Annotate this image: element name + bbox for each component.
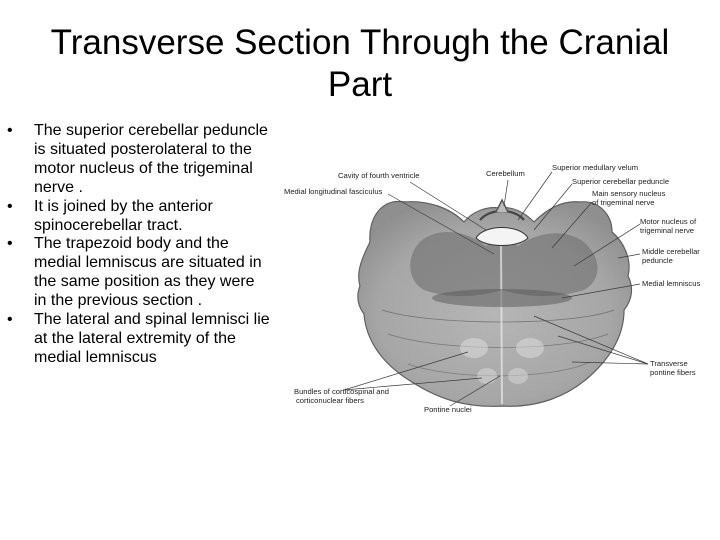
bullet-item bbox=[4, 198, 270, 236]
bullet-dot: • bbox=[7, 197, 13, 215]
label-medial-lemniscus: Medial lemniscus bbox=[642, 279, 701, 288]
pons-section-figure bbox=[272, 150, 720, 440]
bullet-dot: • bbox=[7, 235, 13, 253]
label-transverse-pontine-fibers-line1: Transverse bbox=[650, 359, 688, 368]
label-main-sensory-nucleus-line1: Main sensory nucleus bbox=[592, 189, 666, 198]
label-middle-cerebellar-peduncle-line2: peduncle bbox=[642, 256, 673, 265]
label-superior-medullary-velum: Superior medullary velum bbox=[552, 163, 639, 172]
pons-section-illustration bbox=[272, 150, 720, 440]
bullet-list bbox=[4, 122, 270, 368]
label-main-sensory-nucleus-line2: of trigeminal nerve bbox=[592, 198, 655, 207]
label-superior-cerebellar-peduncle: Superior cerebellar peduncle bbox=[572, 177, 670, 186]
label-corticospinal-bundles-line1: Bundles of corticospinal and bbox=[294, 387, 389, 396]
label-transverse-pontine-fibers-line2: pontine fibers bbox=[650, 368, 696, 377]
bullet-item bbox=[4, 122, 270, 198]
label-middle-cerebellar-peduncle-line1: Middle cerebellar bbox=[642, 247, 700, 256]
bullet-text: The lateral and spinal lemnisci lie at the lateral extremity of the medial lemniscus bbox=[34, 311, 270, 366]
bullet-dot: • bbox=[7, 122, 13, 139]
label-cavity-fourth-ventricle: Cavity of fourth ventricle bbox=[338, 171, 420, 180]
bullet-dot: • bbox=[7, 311, 13, 329]
bullet-item bbox=[4, 311, 270, 368]
label-corticospinal-bundles-line2: corticonuclear fibers bbox=[296, 396, 364, 405]
bullet-text: The superior cerebellar peduncle is situated posterolateral to the motor nucleus of the trigeminal nerve . bbox=[34, 122, 268, 196]
label-motor-nucleus-line2: trigeminal nerve bbox=[640, 226, 695, 235]
bullet-item bbox=[4, 235, 270, 311]
slide-title: Transverse Section Through the Cranial Part bbox=[50, 23, 670, 104]
bullet-text: It is joined by the anterior spinocerebellar tract. bbox=[34, 197, 213, 234]
label-cerebellum: Cerebellum bbox=[486, 169, 525, 178]
bullet-text: The trapezoid body and the medial lemniscus are situated in the same position as they were in the previous section . bbox=[34, 235, 262, 310]
label-motor-nucleus-line1: Motor nucleus of bbox=[640, 217, 697, 226]
label-medial-longitudinal-fasciculus: Medial longitudinal fasciculus bbox=[284, 187, 383, 196]
label-pontine-nuclei: Pontine nuclei bbox=[424, 405, 472, 414]
